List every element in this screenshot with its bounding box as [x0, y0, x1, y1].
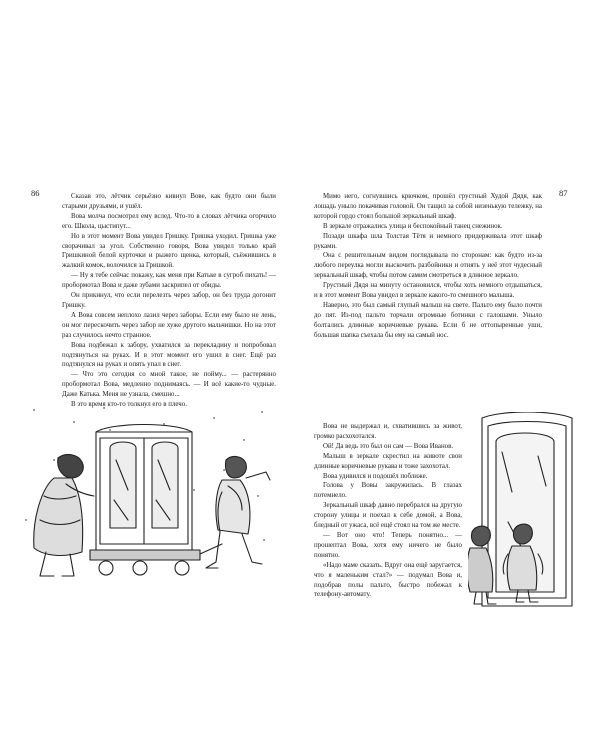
paragraph: Наверно, это был самый глупый малыш на свете. Пальто ему было почти до пят. Из-под пальто торчали огромные ботинки с галошами. Уныло болтались длинные коричневые рукава. Если б не оттопыренные уши, большая шапка съехала бы ему на самый нос.	[314, 301, 542, 339]
paragraph: Она с решительным видом поглядывала по сторонам: как будто из-за любого переулка могли выскочить разбойники и отнять у неё этот чудесный зеркальный шкаф, чтобы потом самим смотреться в длинное зеркало.	[314, 252, 542, 280]
paragraph: Грустный Дядя на минуту остановился, чтобы хоть немного отдышаться, и в этот момент Вова увидел в зеркале какого-то смешного малыша.	[314, 282, 542, 300]
paragraph: В это время кто-то толкнул его в плечо.	[71, 401, 187, 409]
paragraph: Сказав это, лётчик серьёзно кивнул Вове, как будто они были старыми друзьями, и ушёл.	[62, 193, 276, 210]
mirror-reflection-illustration	[468, 412, 580, 608]
paragraph: Голова у Вовы закружилась. В глазах потемнело.	[314, 482, 462, 500]
paragraph: Зеркальный шкаф давно перебрался на другую сторону улицы и поехал к себе домой, а Вова, бледный от ужаса, всё ещё стоял на том же месте.	[314, 502, 462, 530]
left-page-text	[62, 192, 276, 410]
paragraph: — Вот оно что! Теперь понятно... — прошептал Вова, хотя ему ничего не было понятно.	[314, 531, 462, 559]
page-number-right: 87	[559, 188, 568, 198]
paragraph: Позади шкафа шла Толстая Тётя и немного придерживала этот шкаф руками.	[314, 232, 542, 250]
right-page-text-top	[314, 192, 542, 341]
paragraph: «Надо маме сказать. Вдруг она ещё заругается, что я маленьким стал?» — подумал Вова и, подобрав полы пальто, быстро побежал к телефону-автомату.	[314, 561, 462, 599]
right-page-text-bottom	[314, 422, 462, 600]
paragraph: В зеркале отражались улица и беспокойный танец снежинок.	[323, 222, 503, 230]
right-page	[300, 0, 600, 750]
paragraph: Вова удивился и подошёл поближе.	[323, 472, 428, 480]
paragraph: Он прикинул, что если перелезть через забор, он без труда догонит Гришку.	[62, 292, 276, 309]
page-number-left: 86	[31, 188, 40, 198]
paragraph: Вова не выдержал и, схватившись за живот, громко расхохотался.	[314, 423, 462, 440]
paragraph: Мимо него, согнувшись крючком, прошёл грустный Худой Дядя, как лошадь уныло покачивая головой. Он тащил за собой низенькую тележку, на которой гордо стоял большой зеркальный шкаф.	[314, 193, 542, 220]
paragraph: А Вова совсем неплохо лазил через заборы. Если ему было не лень, он мог перескочить через забор не хуже другого мальчишки. Но на этот раз случилось нечто странное.	[62, 311, 276, 339]
wardrobe-cart-illustration	[14, 400, 276, 592]
paragraph: — Ну я тебе сейчас покажу, как меня при Катьке в сугроб пихать! — пробормотал Вова и даже зубами заскрипел от обиды.	[62, 272, 276, 290]
paragraph: Вова подбежал к забору, ухватился за перекладину и попробовал подтянуться на руках. И в этот момент его ушил в снег. Ещё раз подтянулся на руках и опять упал в снег.	[62, 341, 276, 369]
paragraph: — Что это сегодня со мной такое, не пойму... — растерянно пробормотал Вова, медленно поднимаясь. — И всё какие-то чудные. Даже Катька. Меня не узнала, смешно...	[62, 371, 276, 399]
paragraph: Но в этот момент Вова увидел Гришку. Гришка уходил. Гришка уже сворачивал за угол. Собственно говоря, Вова увидел только край Гришкиной белой курточки и рыжего щенка, который, съёжившись в жалкий комок, волочился за Гришкой.	[62, 232, 276, 270]
paragraph: Вова молча посмотрел ему вслед. Что-то в словах лётчика огорчило его. Школа, цыстипут...	[62, 212, 276, 230]
paragraph: Ой! Да ведь это был он сам — Вова Иванов.	[323, 442, 454, 450]
paragraph: Малыш в зеркале скрестил на животе свои длинные коричневые рукава и тоже захохотал.	[314, 452, 462, 470]
